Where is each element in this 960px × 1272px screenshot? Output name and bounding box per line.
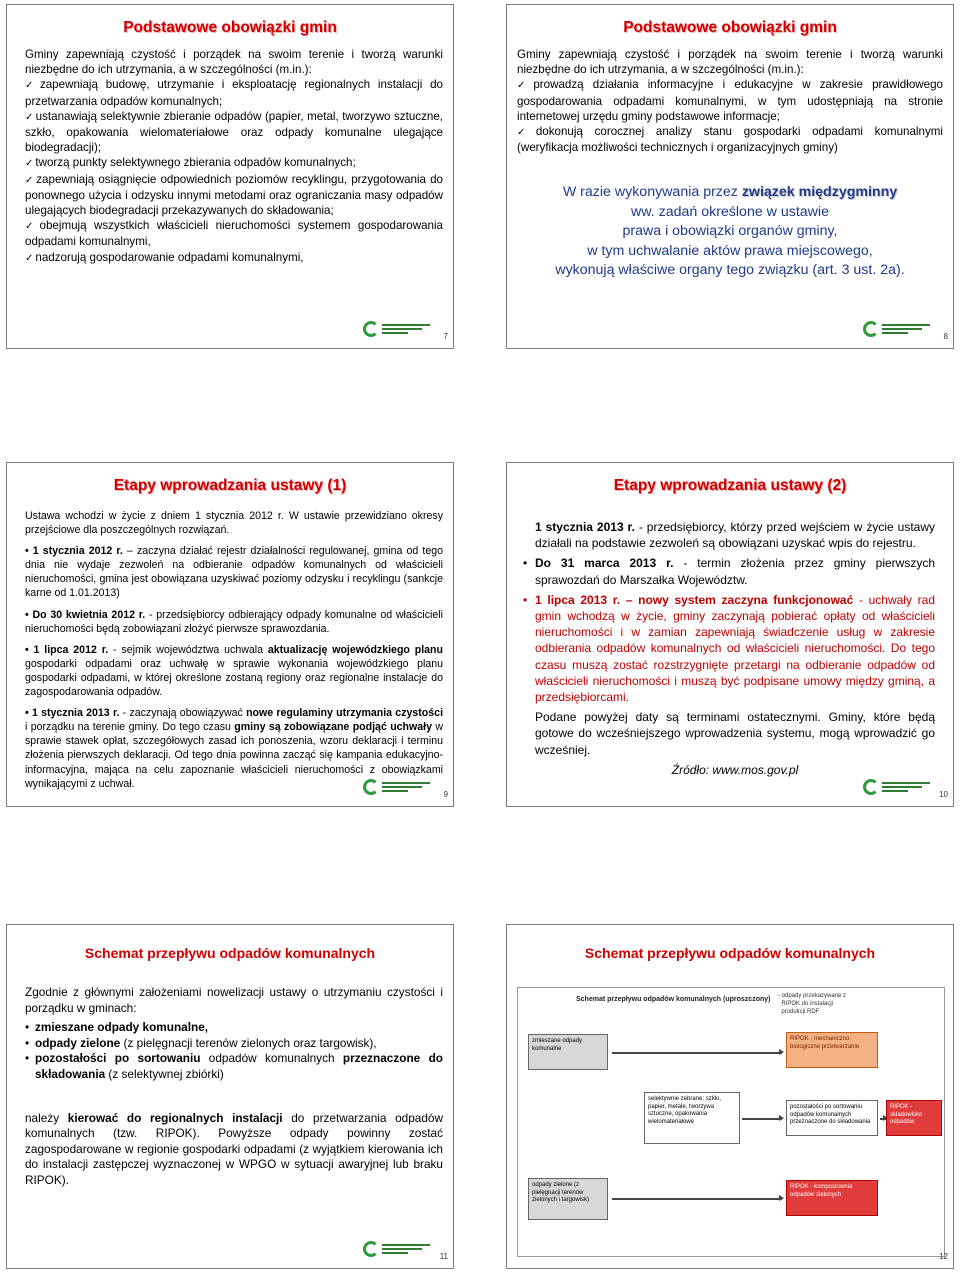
checkmark-icon: ✓: [25, 174, 35, 186]
source-note: Źródło: www.mos.gov.pl: [671, 762, 799, 777]
list-item: • Do 31 marca 2013 r. - termin złożenia przez gminy pierwszych sprawozdań do Marszałka Województw.: [535, 555, 935, 587]
closing-note: Podane powyżej daty są terminami ostatecznymi. Gminy, które będą gotowe do wcześniejszego wprowadzenia systemu, mogą wprowadzić go wcześniej.: [535, 710, 935, 757]
list-item: • pozostałości po sortowaniu odpadów komunalnych przeznaczone do składowania (z selektywnej zbiórki): [25, 1051, 443, 1082]
paragraph: • 1 stycznia 2012 r. – zaczyna działać rejestr działalności regulowanej, gmina od tego dnia nie wydaje zezwoleń na odbieranie odpadów komunalnych od właścicieli nieruchomości, gmina jest obowiązana uzyskiwać poziomy odzysku i recyklingu (sankcje karne od 1.01.2013): [25, 545, 443, 600]
checkmark-icon: ✓: [25, 221, 38, 233]
list-item: • 1 lipca 2013 r. – nowy system zaczyna funkcjonować - uchwały rad gmin wchodzą w życie, gminy zaczynają pobierać opłaty od właścicieli nieruchomości i w zamian zapewniają świadczenie usług w zakresie odbierania odpadów komunalnych od właścicieli nieruchomości. Do tego czasu muszą zostać rozstrzygnięte przetargi na odbieranie odpadów od właścicieli nieruchomości i muszą być podpisane umowy między gminą, a przedsiębiorcami.: [535, 592, 935, 705]
checkmark-icon: ✓: [25, 111, 34, 123]
slide-title: Etapy wprowadzania ustawy (1): [113, 477, 347, 494]
arrow: [742, 1118, 782, 1120]
checkmark-icon: ✓: [25, 252, 34, 264]
checkmark-icon: ✓: [25, 158, 34, 170]
list-item: ✓ ustanawiają selektywnie zbieranie odpadów (papier, metal, tworzywo sztuczne, szkło, opakowania wielomateriałowe oraz odpady komunalne ulegające biodegradacji);: [25, 109, 443, 155]
fund-logo-icon: [863, 318, 935, 340]
list-item: ✓ tworzą punkty selektywnego zbierania odpadów komunalnych;: [25, 156, 356, 170]
slide-title: Schemat przepływu odpadów komunalnych: [584, 945, 876, 961]
flow-diagram: [517, 987, 945, 1257]
page-number: 8: [943, 332, 948, 341]
fund-logo-icon: [363, 1238, 435, 1260]
intro-text: Zgodnie z głównymi założeniami nowelizacji ustawy o utrzymaniu czystości i porządku w gminach:: [25, 985, 443, 1015]
slide-title: Etapy wprowadzania ustawy (2): [613, 477, 847, 494]
arrow: [612, 1198, 782, 1200]
slide-11: [6, 924, 454, 1269]
box-ripok-landfill: RIPOK - składowisko odpadów: [886, 1100, 942, 1136]
slide-title: Podstawowe obowiązki gmin: [123, 19, 337, 36]
checkmark-icon: ✓: [25, 80, 38, 92]
slide-title: Schemat przepływu odpadów komunalnych: [84, 945, 376, 961]
box-selective: selektywnie zebrane: szkło, papier, metale, tworzywa sztuczne, opakowania wielomateriałowe: [644, 1092, 740, 1144]
paragraph: • Do 30 kwietnia 2012 r. - przedsiębiorcy odbierający odpady komunalne od właścicieli nieruchomości będą zobowiązani złożyć pierwsze sprawozdania.: [25, 608, 443, 635]
list-item: • odpady zielone (z pielęgnacji terenów zielonych oraz targowisk),: [25, 1036, 443, 1052]
list-item: ✓ zapewniają budowę, utrzymanie i eksploatację regionalnych instalacji do przetwarzania odpadów komunalnych;: [25, 78, 443, 108]
list-item: • zmieszane odpady komunalne,: [25, 1020, 443, 1036]
diagram-note: - odpady przekazywane z RIPOK do instalacji produkcji RDF: [778, 993, 847, 1015]
list-item: ✓ nadzorują gospodarowanie odpadami komunalnymi,: [25, 250, 304, 264]
paragraph: należy kierować do regionalnych instalacji do przetwarzania odpadów komunalnych (tzw. RIPOK). Powyższe odpady powinny zostać zagospodarowane w regionie gospodarki odpadami (z wyjątkiem kierowania ich do instalacji zastępczej wyznaczonej w WPGO w sytuacji awaryjnej lub braku RIPOK).: [25, 1110, 443, 1187]
slide-body: [535, 519, 935, 778]
slide-body: [25, 509, 443, 798]
union-note: W razie wykonywania przez związek międzygminny ww. zadań określone w ustawie prawa i obowiązki organów gminy, w tym uchwalanie aktów prawa miejscowego, wykonują właściwe organy tego związku (art. 3 ust. 2a).: [555, 184, 905, 278]
page-number: 7: [443, 332, 448, 341]
diagram-title: Schemat przepływu odpadów komunalnych (uproszczony): [576, 996, 771, 1003]
slide-8: [506, 4, 954, 349]
slide-9: [6, 462, 454, 807]
checkmark-icon: ✓: [517, 80, 532, 92]
paragraph: • 1 stycznia 2013 r. - zaczynają obowiązywać nowe regulaminy utrzymania czystości i porządku na terenie gminy. Do tego czasu gminy są zobowiązane podjąć uchwały w sprawie stawek opłat, szczegółowych zasad ich ponoszenia, wzoru deklaracji i terminu złożenia pierwszych deklaracji. Od tego dnia powinna zacząć się kampania edukacyjno-informacyjna, mająca na celu zapoznanie właścicieli nieruchomości z obowiązkami wynikającymi z uchwał.: [25, 707, 444, 790]
arrow: [612, 1052, 782, 1054]
page-number: 12: [939, 1252, 948, 1261]
page-number: 11: [439, 1252, 448, 1261]
box-residue: pozostałości po sortowaniu odpadów komunalnych przeznaczone do składowania: [786, 1100, 878, 1136]
list-item: 1 stycznia 2013 r. - przedsiębiorcy, którzy przed wejściem w życie ustawy działali na podstawie zezwoleń są obowiązani uzyskać wpis do rejestru.: [535, 520, 935, 551]
list-item: ✓ dokonują corocznej analizy stanu gospodarki odpadami komunalnymi (weryfikacja możliwości technicznych i organizacyjnych gminy): [517, 125, 943, 155]
slide-7: [6, 4, 454, 349]
intro-text: Gminy zapewniają czystość i porządek na swoim terenie i tworzą warunki niezbędne do ich utrzymania, a w szczególności (m.in.):: [517, 48, 943, 77]
page-number: 10: [939, 790, 948, 799]
intro-text: Gminy zapewniają czystość i porządek na swoim terenie i tworzą warunki niezbędne do ich utrzymania, a w szczególności (m.in.):: [25, 48, 443, 77]
fund-logo-icon: [363, 318, 435, 340]
box-mixed-waste: zmieszane odpady komunalne: [528, 1034, 608, 1070]
list-item: ✓ obejmują wszystkich właścicieli nieruchomości systemem gospodarowania odpadami komunalnymi,: [25, 219, 443, 249]
list-item: ✓ zapewniają osiągnięcie odpowiednich poziomów recyklingu, przygotowania do ponownego użycia i odzysku innymi metodami oraz ograniczania masy odpadów ulegających biodegradacji przekazywanych do składowania;: [25, 172, 443, 218]
slide-body: [25, 47, 443, 266]
paragraph: Ustawa wchodzi w życie z dniem 1 stycznia 2012 r. W ustawie przewidziano okresy przejściowe dla poszczególnych rozwiązań.: [25, 510, 443, 537]
slide-title: Podstawowe obowiązki gmin: [623, 19, 837, 36]
slide-body: [25, 985, 443, 1189]
slide-12: [506, 924, 954, 1269]
page-number: 9: [443, 790, 448, 799]
fund-logo-icon: [863, 776, 935, 798]
checkmark-icon: ✓: [517, 127, 534, 139]
box-ripok-mbp: RIPOK - mechaniczno-biologiczne przetwarzanie: [786, 1032, 878, 1068]
list-item: ✓ prowadzą działania informacyjne i edukacyjne w zakresie prawidłowego gospodarowania odpadami komunalnymi, w tym udostępniają na stronie internetowej urzędu gminy podstawowe informacje;: [517, 78, 943, 123]
slide-body: [517, 47, 943, 155]
box-green-waste: odpady zielone (z pielęgnacji terenów zielonych i targowisk): [528, 1178, 608, 1220]
paragraph: • 1 lipca 2012 r. - sejmik województwa uchwala aktualizację wojewódzkiego planu gospodarki odpadami oraz uchwałę w sprawie wykonania wojewódzkiego planu gospodarki odpadami, w której określone zostaną regiony oraz regionalne instalacje do zagospodarowania odpadów.: [25, 643, 443, 699]
slide-10: [506, 462, 954, 807]
box-ripok-compost: RIPOK - kompostownia odpadów zielonych: [786, 1180, 878, 1216]
fund-logo-icon: [363, 776, 435, 798]
